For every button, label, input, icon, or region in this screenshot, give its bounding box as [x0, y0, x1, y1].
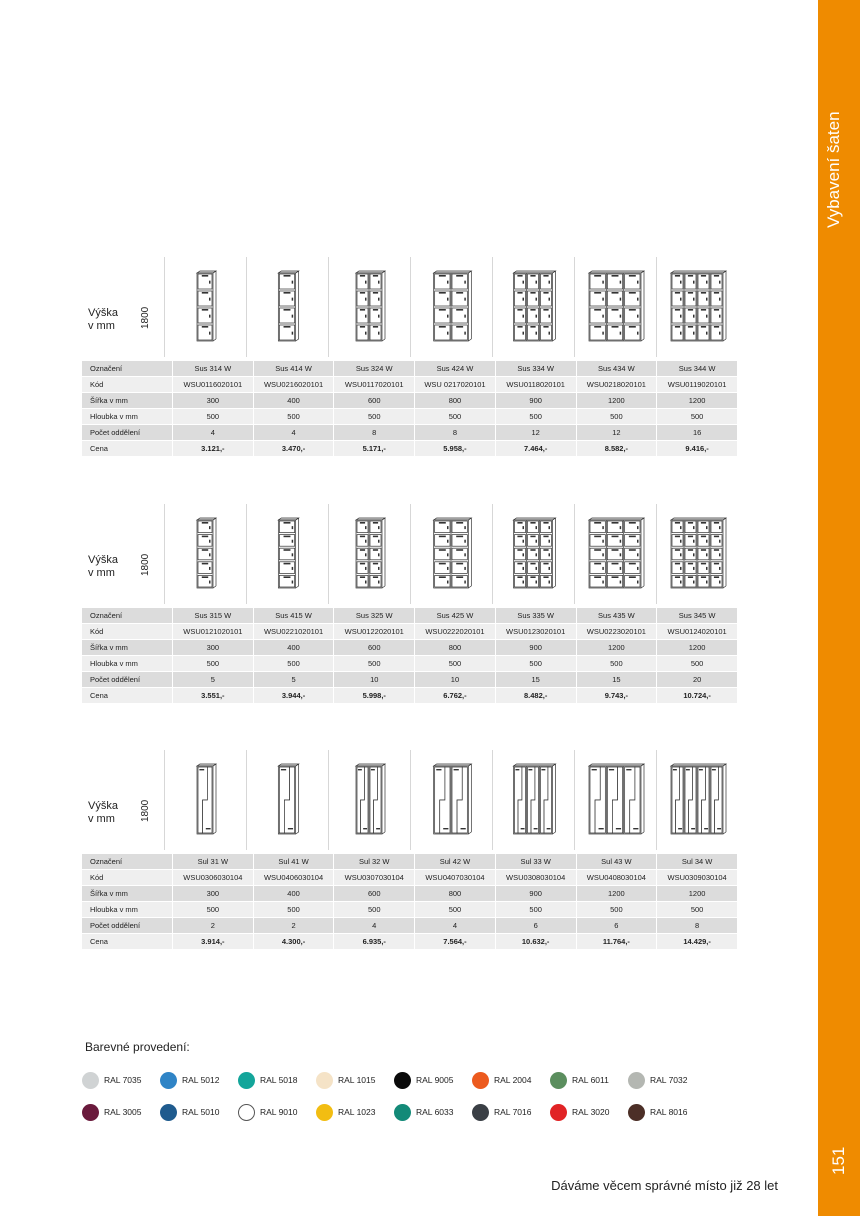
table-cell-count: 2 — [173, 918, 254, 934]
table-cell-code: WSU0218020101 — [576, 377, 657, 393]
color-label: RAL 5010 — [182, 1107, 220, 1117]
row-label: Počet oddělení — [82, 672, 173, 688]
product-images-row — [82, 257, 738, 361]
table-row — [82, 425, 738, 441]
color-label: RAL 7035 — [104, 1075, 142, 1085]
table-cell-name: Sus 324 W — [334, 361, 415, 377]
table-cell-depth: 500 — [495, 656, 576, 672]
table-cell-depth: 500 — [173, 409, 254, 425]
row-label: Cena — [82, 688, 173, 704]
color-options-title: Barevné provedení: — [85, 1040, 190, 1054]
table-cell-count: 16 — [657, 425, 738, 441]
color-swatch — [160, 1103, 238, 1123]
row-label: Hloubka v mm — [82, 409, 173, 425]
table-cell-depth: 500 — [415, 902, 496, 918]
table-cell-count: 20 — [657, 672, 738, 688]
table-cell-count: 6 — [576, 918, 657, 934]
table-cell-width: 900 — [495, 393, 576, 409]
table-cell-code: WSU0216020101 — [253, 377, 334, 393]
color-label: RAL 1015 — [338, 1075, 376, 1085]
locker-12-compartment-900-icon — [493, 257, 573, 357]
table-row — [82, 409, 738, 425]
table-cell-width: 1200 — [576, 393, 657, 409]
table-cell-depth: 500 — [253, 902, 334, 918]
table-cell-name: Sul 31 W — [173, 854, 254, 870]
locker-8-compartment-600-icon — [329, 257, 409, 357]
table-cell-name: Sul 43 W — [576, 854, 657, 870]
z-locker-6-900-icon — [493, 750, 573, 850]
table-cell-price: 14.429,- — [657, 934, 738, 950]
locker-16-compartment-1200-icon — [657, 257, 737, 357]
color-swatch — [238, 1103, 316, 1123]
height-value: 1800 — [140, 799, 151, 822]
height-label: Výška v mm — [88, 800, 118, 825]
table-row — [82, 640, 738, 656]
table-cell-depth: 500 — [657, 656, 738, 672]
color-swatch — [550, 1103, 628, 1123]
table-cell-code: WSU0122020101 — [334, 624, 415, 640]
color-dot-icon — [472, 1104, 489, 1121]
table-cell-code: WSU0307030104 — [334, 870, 415, 886]
product-image-cell — [328, 750, 409, 850]
product-image-cell — [410, 750, 491, 850]
footer-slogan: Dáváme věcem správné místo již 28 let — [551, 1178, 778, 1193]
color-dot-icon — [394, 1104, 411, 1121]
table-cell-price: 8.582,- — [576, 441, 657, 457]
table-cell-name: Sus 315 W — [173, 608, 254, 624]
table-cell-code: WSU0308030104 — [495, 870, 576, 886]
table-cell-count: 2 — [253, 918, 334, 934]
color-swatch — [82, 1071, 160, 1091]
table-cell-price: 9.743,- — [576, 688, 657, 704]
product-image-cell — [164, 750, 245, 850]
table-cell-width: 800 — [415, 886, 496, 902]
table-cell-count: 8 — [415, 425, 496, 441]
table-cell-count: 12 — [576, 425, 657, 441]
table-cell-depth: 500 — [657, 409, 738, 425]
table-cell-price: 7.464,- — [495, 441, 576, 457]
spec-table — [82, 608, 738, 704]
table-cell-code: WSU0309030104 — [657, 870, 738, 886]
product-image-cell — [656, 750, 737, 850]
table-cell-depth: 500 — [576, 656, 657, 672]
row-label: Šířka v mm — [82, 886, 173, 902]
table-row — [82, 441, 738, 457]
table-cell-code: WSU0124020101 — [657, 624, 738, 640]
table-cell-width: 800 — [415, 393, 496, 409]
color-swatch — [550, 1071, 628, 1091]
color-label: RAL 5018 — [260, 1075, 298, 1085]
table-cell-price: 6.935,- — [334, 934, 415, 950]
table-cell-name: Sul 42 W — [415, 854, 496, 870]
color-options — [82, 1040, 782, 1117]
z-locker-2-400-icon — [247, 750, 327, 850]
table-cell-code: WSU0119020101 — [657, 377, 738, 393]
table-cell-price: 3.944,- — [253, 688, 334, 704]
table-cell-count: 8 — [657, 918, 738, 934]
z-locker-8-1200-icon — [657, 750, 737, 850]
table-cell-name: Sul 34 W — [657, 854, 738, 870]
color-dot-icon — [160, 1072, 177, 1089]
table-cell-depth: 500 — [334, 409, 415, 425]
table-cell-width: 900 — [495, 886, 576, 902]
row-label: Označení — [82, 361, 173, 377]
product-image-cell — [246, 750, 327, 850]
table-cell-depth: 500 — [576, 902, 657, 918]
table-row — [82, 688, 738, 704]
table-cell-price: 7.564,- — [415, 934, 496, 950]
color-dot-icon — [160, 1104, 177, 1121]
table-cell-price: 5.171,- — [334, 441, 415, 457]
table-cell-name: Sus 425 W — [415, 608, 496, 624]
table-cell-code: WSU0221020101 — [253, 624, 334, 640]
locker-15-compartment-900-icon — [493, 504, 573, 604]
color-swatch — [628, 1071, 706, 1091]
table-cell-code: WSU0407030104 — [415, 870, 496, 886]
table-cell-price: 9.416,- — [657, 441, 738, 457]
locker-5-compartment-400-icon — [247, 504, 327, 604]
table-cell-depth: 500 — [253, 656, 334, 672]
table-cell-depth: 500 — [253, 409, 334, 425]
table-row — [82, 393, 738, 409]
row-label: Označení — [82, 608, 173, 624]
row-label: Označení — [82, 854, 173, 870]
table-row — [82, 624, 738, 640]
table-cell-width: 600 — [334, 640, 415, 656]
color-swatch — [82, 1103, 160, 1123]
table-cell-count: 12 — [495, 425, 576, 441]
table-cell-width: 1200 — [576, 886, 657, 902]
locker-15-compartment-1200-icon — [575, 504, 655, 604]
table-cell-count: 5 — [173, 672, 254, 688]
table-cell-count: 6 — [495, 918, 576, 934]
table-cell-price: 5.998,- — [334, 688, 415, 704]
row-label: Počet oddělení — [82, 425, 173, 441]
height-value: 1800 — [140, 306, 151, 329]
table-cell-count: 15 — [576, 672, 657, 688]
color-swatch — [160, 1071, 238, 1091]
color-dot-icon — [316, 1104, 333, 1121]
table-cell-price: 6.762,- — [415, 688, 496, 704]
row-label: Cena — [82, 441, 173, 457]
product-image-cell — [328, 257, 409, 357]
table-row — [82, 361, 738, 377]
table-cell-width: 300 — [173, 886, 254, 902]
color-swatch — [394, 1103, 472, 1123]
product-images-row — [82, 750, 738, 854]
table-cell-code: WSU0408030104 — [576, 870, 657, 886]
table-cell-count: 10 — [334, 672, 415, 688]
color-label: RAL 6033 — [416, 1107, 454, 1117]
table-cell-count: 10 — [415, 672, 496, 688]
color-dot-icon — [82, 1072, 99, 1089]
table-cell-code: WSU0116020101 — [173, 377, 254, 393]
table-cell-code: WSU0223020101 — [576, 624, 657, 640]
table-cell-width: 400 — [253, 886, 334, 902]
table-cell-depth: 500 — [495, 409, 576, 425]
color-label: RAL 3020 — [572, 1107, 610, 1117]
product-table-3 — [82, 750, 738, 950]
row-label: Kód — [82, 624, 173, 640]
table-row — [82, 934, 738, 950]
table-cell-name: Sus 414 W — [253, 361, 334, 377]
product-image-cell — [492, 750, 573, 850]
product-table-2 — [82, 504, 738, 704]
product-image-cell — [492, 504, 573, 604]
table-cell-price: 3.551,- — [173, 688, 254, 704]
color-swatch — [316, 1103, 394, 1123]
color-swatch — [394, 1071, 472, 1091]
row-label: Hloubka v mm — [82, 902, 173, 918]
table-row — [82, 608, 738, 624]
color-label: RAL 5012 — [182, 1075, 220, 1085]
table-cell-name: Sus 344 W — [657, 361, 738, 377]
table-cell-count: 15 — [495, 672, 576, 688]
row-label: Počet oddělení — [82, 918, 173, 934]
table-cell-count: 4 — [415, 918, 496, 934]
table-cell-width: 1200 — [657, 640, 738, 656]
table-cell-code: WSU0222020101 — [415, 624, 496, 640]
product-image-cell — [164, 257, 245, 357]
table-row — [82, 902, 738, 918]
spec-table — [82, 361, 738, 457]
table-row — [82, 886, 738, 902]
table-cell-price: 3.914,- — [173, 934, 254, 950]
table-cell-count: 5 — [253, 672, 334, 688]
table-row — [82, 854, 738, 870]
row-label: Kód — [82, 870, 173, 886]
table-cell-width: 1200 — [576, 640, 657, 656]
locker-20-compartment-1200-icon — [657, 504, 737, 604]
table-row — [82, 870, 738, 886]
product-image-cell — [410, 504, 491, 604]
table-cell-count: 4 — [334, 918, 415, 934]
locker-10-compartment-800-icon — [411, 504, 491, 604]
table-cell-code: WSU 0217020101 — [415, 377, 496, 393]
locker-4-compartment-300-icon — [165, 257, 245, 357]
table-cell-width: 600 — [334, 886, 415, 902]
color-label: RAL 7032 — [650, 1075, 688, 1085]
row-label: Šířka v mm — [82, 393, 173, 409]
locker-5-compartment-300-icon — [165, 504, 245, 604]
z-locker-4-600-icon — [329, 750, 409, 850]
product-image-cell — [574, 257, 655, 357]
color-swatch — [628, 1103, 706, 1123]
z-locker-6-1200-icon — [575, 750, 655, 850]
table-cell-depth: 500 — [415, 409, 496, 425]
color-label: RAL 6011 — [572, 1075, 609, 1085]
table-cell-code: WSU0121020101 — [173, 624, 254, 640]
table-cell-depth: 500 — [495, 902, 576, 918]
color-dot-icon — [550, 1072, 567, 1089]
table-cell-name: Sus 314 W — [173, 361, 254, 377]
table-cell-price: 3.470,- — [253, 441, 334, 457]
table-cell-width: 400 — [253, 393, 334, 409]
table-cell-code: WSU0117020101 — [334, 377, 415, 393]
color-swatch — [472, 1071, 550, 1091]
product-table-1 — [82, 257, 738, 457]
table-row — [82, 377, 738, 393]
table-cell-count: 4 — [173, 425, 254, 441]
table-cell-depth: 500 — [415, 656, 496, 672]
color-swatch — [316, 1071, 394, 1091]
product-image-cell — [410, 257, 491, 357]
table-cell-name: Sus 435 W — [576, 608, 657, 624]
table-cell-count: 8 — [334, 425, 415, 441]
table-cell-width: 1200 — [657, 393, 738, 409]
locker-10-compartment-600-icon — [329, 504, 409, 604]
table-cell-name: Sus 345 W — [657, 608, 738, 624]
color-label: RAL 8016 — [650, 1107, 688, 1117]
color-label: RAL 9010 — [260, 1107, 298, 1117]
row-label: Kód — [82, 377, 173, 393]
color-dot-icon — [238, 1072, 255, 1089]
table-row — [82, 672, 738, 688]
height-label: Výška v mm — [88, 307, 118, 332]
color-swatch — [238, 1071, 316, 1091]
color-dot-icon — [394, 1072, 411, 1089]
table-cell-name: Sul 41 W — [253, 854, 334, 870]
table-cell-price: 5.958,- — [415, 441, 496, 457]
color-label: RAL 1023 — [338, 1107, 376, 1117]
table-cell-price: 11.764,- — [576, 934, 657, 950]
row-label: Šířka v mm — [82, 640, 173, 656]
color-swatch — [472, 1103, 550, 1123]
table-cell-count: 4 — [253, 425, 334, 441]
product-images-row — [82, 504, 738, 608]
table-cell-depth: 500 — [576, 409, 657, 425]
table-cell-width: 300 — [173, 640, 254, 656]
color-dot-icon — [550, 1104, 567, 1121]
color-dot-icon — [628, 1072, 645, 1089]
table-row — [82, 656, 738, 672]
table-cell-depth: 500 — [334, 656, 415, 672]
table-cell-depth: 500 — [173, 902, 254, 918]
locker-4-compartment-400-icon — [247, 257, 327, 357]
table-cell-code: WSU0118020101 — [495, 377, 576, 393]
row-label: Hloubka v mm — [82, 656, 173, 672]
table-cell-price: 10.632,- — [495, 934, 576, 950]
table-cell-price: 3.121,- — [173, 441, 254, 457]
spec-table — [82, 854, 738, 950]
table-cell-price: 4.300,- — [253, 934, 334, 950]
table-cell-width: 800 — [415, 640, 496, 656]
z-locker-4-800-icon — [411, 750, 491, 850]
product-image-cell — [574, 504, 655, 604]
table-cell-name: Sus 325 W — [334, 608, 415, 624]
section-title: Vybavení šaten — [824, 111, 843, 228]
table-cell-name: Sus 334 W — [495, 361, 576, 377]
table-cell-name: Sul 32 W — [334, 854, 415, 870]
table-cell-price: 8.482,- — [495, 688, 576, 704]
locker-8-compartment-800-icon — [411, 257, 491, 357]
table-cell-code: WSU0123020101 — [495, 624, 576, 640]
color-dot-icon — [628, 1104, 645, 1121]
height-label: Výška v mm — [88, 554, 118, 579]
table-cell-name: Sus 335 W — [495, 608, 576, 624]
table-cell-code: WSU0306030104 — [173, 870, 254, 886]
table-cell-depth: 500 — [657, 902, 738, 918]
product-image-cell — [656, 504, 737, 604]
table-row — [82, 918, 738, 934]
table-cell-width: 900 — [495, 640, 576, 656]
product-image-cell — [574, 750, 655, 850]
z-locker-2-300-icon — [165, 750, 245, 850]
color-label: RAL 3005 — [104, 1107, 142, 1117]
table-cell-code: WSU0406030104 — [253, 870, 334, 886]
table-cell-name: Sus 424 W — [415, 361, 496, 377]
table-cell-width: 400 — [253, 640, 334, 656]
height-value: 1800 — [140, 553, 151, 576]
product-image-cell — [492, 257, 573, 357]
color-label: RAL 2004 — [494, 1075, 532, 1085]
product-image-cell — [656, 257, 737, 357]
table-cell-width: 600 — [334, 393, 415, 409]
color-dot-icon — [238, 1104, 255, 1121]
product-image-cell — [328, 504, 409, 604]
table-cell-price: 10.724,- — [657, 688, 738, 704]
color-dot-icon — [82, 1104, 99, 1121]
table-cell-depth: 500 — [334, 902, 415, 918]
page-number: 151 — [829, 1146, 848, 1175]
row-label: Cena — [82, 934, 173, 950]
product-image-cell — [246, 257, 327, 357]
product-image-cell — [246, 504, 327, 604]
table-cell-width: 300 — [173, 393, 254, 409]
table-cell-name: Sus 415 W — [253, 608, 334, 624]
color-label: RAL 9005 — [416, 1075, 454, 1085]
color-label: RAL 7016 — [494, 1107, 532, 1117]
table-cell-name: Sul 33 W — [495, 854, 576, 870]
table-cell-width: 1200 — [657, 886, 738, 902]
table-cell-depth: 500 — [173, 656, 254, 672]
product-image-cell — [164, 504, 245, 604]
locker-12-compartment-1200-icon — [575, 257, 655, 357]
color-dot-icon — [316, 1072, 333, 1089]
table-cell-name: Sus 434 W — [576, 361, 657, 377]
color-dot-icon — [472, 1072, 489, 1089]
